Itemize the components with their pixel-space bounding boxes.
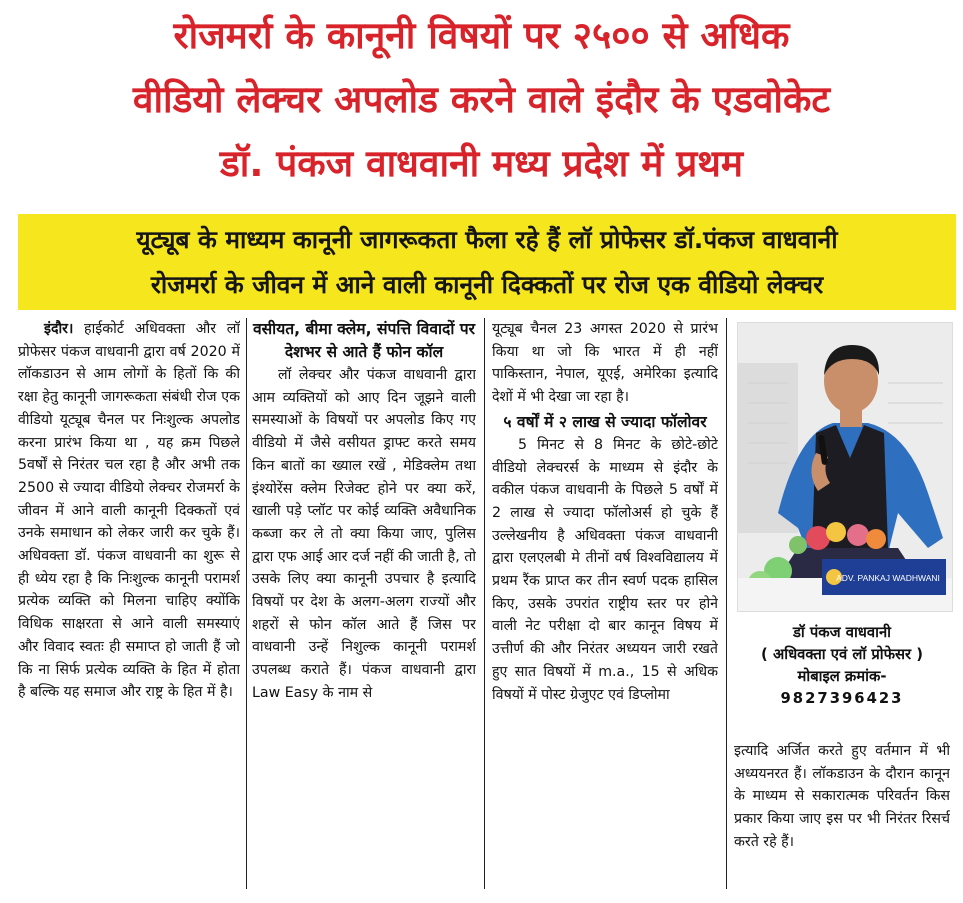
advocate-photo xyxy=(737,322,953,612)
column-2-heading: वसीयत, बीमा क्लेम, संपत्ति विवादों पर देशभर से आते हैं फोन कॉल xyxy=(252,320,476,361)
article-column-4 xyxy=(734,740,950,889)
photo-caption xyxy=(734,622,950,710)
caption-designation: ( अधिवक्ता एवं लॉ प्रोफेसर ) xyxy=(761,646,923,663)
subheadline-line-1: यूट्यूब के माध्यम कानूनी जागरूकता फैला रहे हैं लॉ प्रोफेसर डॉ.पंकज वाधवानी xyxy=(136,225,838,254)
article-column-1 xyxy=(18,318,240,889)
headline-line-1: रोजमर्रा के कानूनी विषयों पर २५०० से अधिक xyxy=(173,14,790,57)
caption-mobile-label: मोबाइल क्रमांक- xyxy=(797,668,887,685)
column-4-body: इत्यादि अर्जित करते हुए वर्तमान में भी अध्ययनरत हैं। लॉकडाउन के दौरान कानून के माध्यम से सकारात्मक परिवर्तन किस प्रकार किया जाए इस पर भी निरंतर रिसर्च करते रहे हैं। xyxy=(734,743,950,850)
caption-phone: 9827396423 xyxy=(780,690,904,707)
subheadline-line-2: रोजमर्रा के जीवन में आने वाली कानूनी दिक्कतों पर रोज एक वीडियो लेक्चर xyxy=(150,270,824,299)
column-2-body: लॉ लेक्चर और पंकज वाधवानी द्वारा आम व्यक्तियों को आए दिन जूझने वाली समस्याओं के विषयों पर अपलोड किए गए वीडियो में जैसे वसीयत ड्राफ्ट करते समय किन बातों का ख्याल रखें , मेडिक्लेम तथा इंश्योरेंस क्लेम रिजेक्ट होने पर क्या करें, खाली पड़े प्लॉट पर कोई व्यक्ति अवैधानिक कब्जा कर ले तो क्या किया जाए, पुलिस द्वारा एफ आई आर दर्ज नहीं की जाती है, तो उसके लिए क्या कानूनी उपचार है इत्यादि विषयों पर देश के अलग-अलग राज्यों और शहरों से फोन कॉल आते हैं जिस पर वाधवानी उन्हें निशुल्क कानूनी परामर्श उपलब्ध कराते हैं। पंकज वाधवानी द्वारा Law Easy के नाम से xyxy=(252,367,476,701)
headline-line-2: वीडियो लेक्चर अपलोड करने वाले इंदौर के एडवोकेट xyxy=(132,78,831,121)
column-3-heading: ५ वर्षों में २ लाख से ज्यादा फॉलोवर xyxy=(503,412,707,431)
column-divider xyxy=(484,318,485,889)
column-divider xyxy=(726,318,727,889)
column-1-body: हाईकोर्ट अधिवक्ता और लॉ प्रोफेसर पंकज वाधवानी द्वारा वर्ष 2020 में लॉकडाउन से आम लोगों के हितों कि की रक्षा हेतु कानूनी जागरूकता संबंधी रोज एक वीडियो यूट्यूब चैनल पर निःशुल्क अपलोड करना प्रारंभ किया था , यह क्रम पिछले 5वर्षों से निरंतर चल रहा है और अभी तक 2500 से ज्यादा वीडियो लेक्चर रोजमर्रा के जीवन में आने वाली कानूनी दिक्कतों एवं उनके समाधान को लेकर जारी कर चुके हैं। अधिवक्ता डॉ. पंकज वाधवानी का शुरू से ही ध्येय रहा है कि निःशुल्क कानूनी परामर्श प्रत्येक व्यक्ति को मिलना चाहिए क्योंकि विधिक साक्षरता से आने वाली समस्याएं और विवाद स्वतः ही समाप्त हो जाती हैं जो कि ना सिर्फ प्रत्येक व्यक्ति के हित में होता है बल्कि यह समाज और राष्ट्र के हित में है। xyxy=(18,321,240,701)
column-3-intro: यूट्यूब चैनल 23 अगस्त 2020 से प्रारंभ किया था जो कि भारत में ही नहीं पाकिस्तान, नेपाल, यूएई, अमेरिका इत्यादि देशों में भी देखा जा रहा है। xyxy=(492,321,718,406)
caption-name: डॉ पंकज वाधवानी xyxy=(792,624,892,641)
column-divider xyxy=(246,318,247,889)
headline-line-3: डॉ. पंकज वाधवानी मध्य प्रदेश में प्रथम xyxy=(219,142,744,185)
column-3-body: 5 मिनट से 8 मिनट के छोटे-छोटे वीडियो लेक्चरर्स के माध्यम से इंदौर के वकील पंकज वाधवानी के पिछले 5 वर्षों में 2 लाख से ज्यादा फॉलोअर्स हो चुके हैं उल्लेखनीय है अधिवक्ता पंकज वाधवानी द्वारा एलएलबी मे तीनों वर्ष विश्वविद्यालय में प्रथम रैंक प्राप्त कर तीन स्वर्ण पदक हासिल किए, उसके उपरांत राष्ट्रीय स्तर पर होने वाली नेट परीक्षा दो बार कानून विषय में उत्तीर्ण की और निरंतर अध्ययन जारी रखते हुए सात विषयों में m.a., 15 से अधिक विषयों में पोस्ट ग्रेजुएट एवं डिप्लोमा xyxy=(492,436,718,703)
article-column-3 xyxy=(492,318,718,889)
portrait-illustration xyxy=(738,323,952,611)
headline xyxy=(0,4,963,196)
nameplate-text: ADV. PANKAJ WADHWANI xyxy=(836,573,940,583)
dateline: इंदौर। xyxy=(44,321,74,337)
article-column-2 xyxy=(252,318,476,889)
subheadline-banner xyxy=(18,214,956,310)
